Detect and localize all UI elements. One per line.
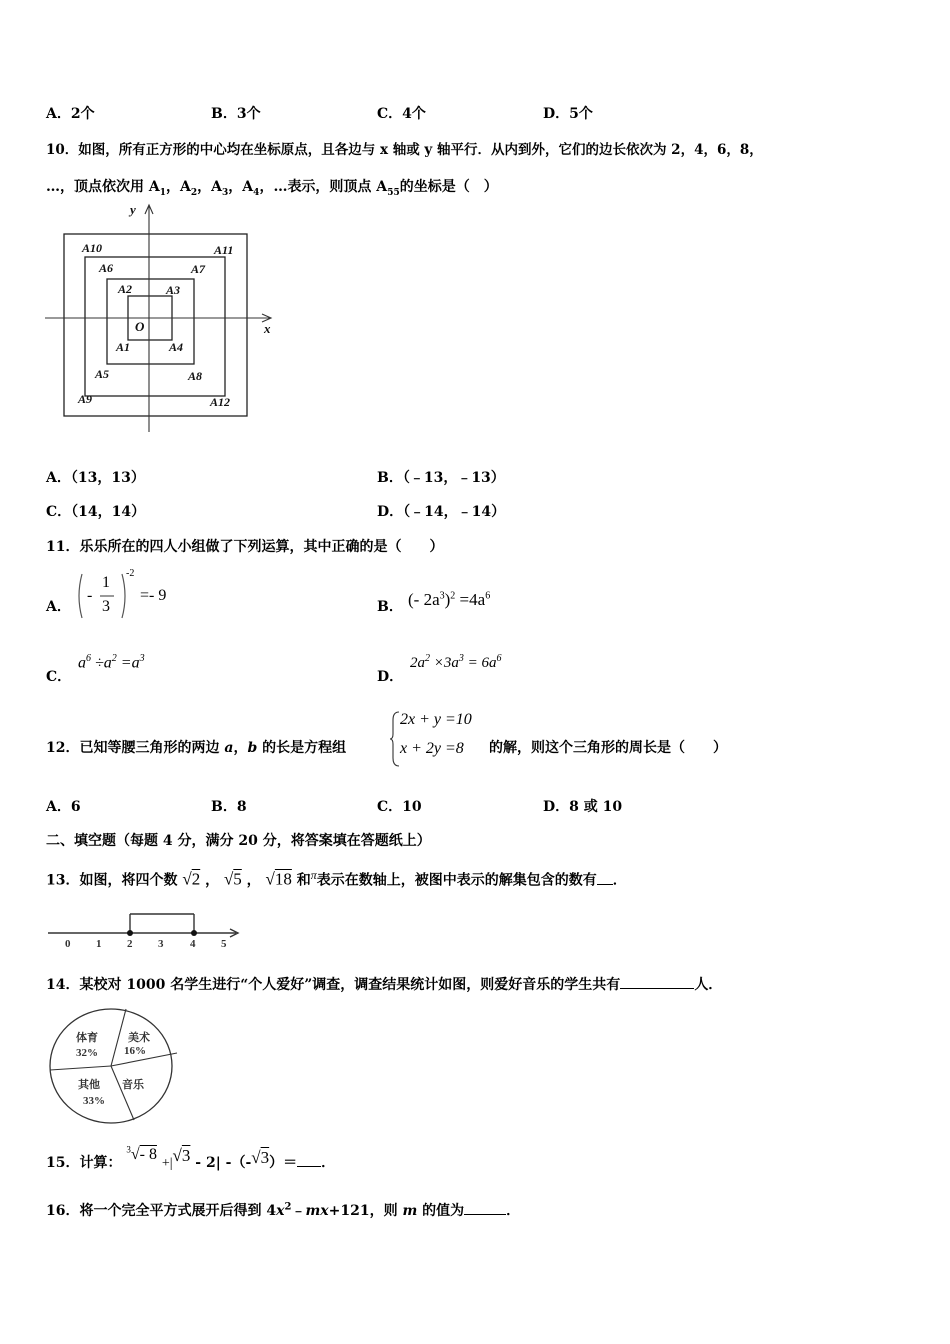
svg-text:A2: A2	[118, 282, 133, 296]
pie-music-label: 音乐	[122, 1079, 144, 1091]
q12-stem-pre: 12．已知等腰三角形的两边 a，b 的长是方程组	[46, 740, 347, 756]
q10-option-d: D．（﹣14，﹣14）	[377, 504, 506, 520]
q11-option-c-label: C．	[46, 669, 72, 685]
pie-other-label: 其他	[78, 1079, 100, 1091]
q16-stem: 16．将一个完全平方式展开后得到 $4x^2﹣mx+121$，则 m 的值为 ．	[46, 1201, 521, 1219]
q13-stem: 13．如图，将四个数 √2 ， √5 ， √18 和π表示在数轴上，被图中表示的解集包含的数有 ．	[46, 868, 627, 889]
svg-text:A7: A7	[191, 262, 206, 276]
svg-text:A10: A10	[82, 241, 103, 255]
q10-stem-line1: 10．如图，所有正方形的中心均在坐标原点，且各边与 x 轴或 y 轴平行．从内到外，它们的边长依次为 2，4，6，8，	[46, 142, 763, 158]
y-axis-label: y	[130, 202, 136, 217]
svg-text:A1: A1	[116, 340, 131, 354]
q10-squares-figure	[40, 200, 280, 436]
q11-stem: 11．乐乐所在的四人小组做了下列运算，其中正确的是（ ）	[46, 539, 444, 555]
q12-equation-2: x + 2y =8	[400, 740, 464, 757]
svg-text:A3: A3	[166, 283, 181, 297]
q15-stem: 15．计算： $^3$√- 8 +|√3 - 2| -（-√3）＝ ．	[46, 1144, 336, 1171]
q11-option-a-expr: - 1 3 -2 =- 9	[76, 570, 186, 622]
q10-stem-line2: …，顶点依次用 $A_1$，$A_2$，$A_3$，$A_4$，…表示，则顶点 $A_{55}$的坐标是（ ）	[46, 179, 498, 198]
q11-option-a-label: A．	[46, 599, 71, 615]
svg-text:A6: A6	[99, 261, 114, 275]
pie-other-pct: 33%	[83, 1095, 105, 1107]
origin-label: O	[135, 319, 145, 334]
q11-option-b-expr: (- $2a^3)^2 =4a^6$	[408, 590, 491, 609]
q9-option-c: C．4个	[377, 106, 426, 122]
svg-text:3: 3	[158, 938, 164, 950]
svg-text:A12: A12	[210, 395, 231, 409]
svg-text:A11: A11	[214, 243, 234, 257]
section-2-heading: 二、填空题（每题 4 分，满分 20 分，将答案填在答题纸上）	[46, 833, 431, 849]
q12-option-d: D．8 或 10	[543, 799, 623, 815]
q11-option-b-label: B．	[377, 599, 403, 615]
q12-equation-1: 2x + y =10	[400, 711, 472, 728]
svg-text:1: 1	[96, 938, 102, 950]
pie-sports-pct: 32%	[76, 1047, 98, 1059]
q12-stem-post: 的解，则这个三角形的周长是（ ）	[489, 740, 727, 756]
pie-art-pct: 16%	[124, 1045, 146, 1057]
q12-option-c: C．10	[377, 799, 422, 815]
svg-text:5: 5	[221, 938, 227, 950]
q11-option-d-label: D．	[377, 669, 404, 685]
svg-text:2: 2	[127, 938, 133, 950]
svg-text:A4: A4	[169, 340, 184, 354]
q10-option-c: C．（14，14）	[46, 504, 146, 520]
q14-pie-chart	[46, 1004, 186, 1130]
svg-text:4: 4	[190, 938, 196, 950]
svg-text:A5: A5	[95, 367, 110, 381]
pie-art-label: 美术	[128, 1032, 150, 1044]
q10-option-b: B．（﹣13，﹣13）	[377, 470, 505, 486]
svg-text:A8: A8	[188, 369, 203, 383]
q12-option-b: B．8	[211, 799, 247, 815]
q10-option-a: A．（13，13）	[46, 470, 145, 486]
svg-text:0: 0	[65, 938, 71, 950]
q12-option-a: A．6	[46, 799, 81, 815]
q11-option-c-expr: $a^6 \div a^2 =a^3$	[78, 653, 145, 672]
q11-option-d-expr: $2a^2 \times 3a^3 = 6a^6$	[410, 653, 502, 671]
q9-option-d: D．5个	[543, 106, 593, 122]
pie-sports-label: 体育	[76, 1032, 98, 1044]
q14-stem: 14．某校对 1000 名学生进行“个人爱好”调查，调查结果统计如图，则爱好音乐的学生共有 人．	[46, 977, 723, 993]
q9-option-a: A．2个	[46, 106, 95, 122]
x-axis-label: x	[264, 321, 271, 336]
q13-number-line	[44, 906, 244, 952]
q9-option-b: B．3个	[211, 106, 261, 122]
svg-text:A9: A9	[78, 392, 93, 406]
